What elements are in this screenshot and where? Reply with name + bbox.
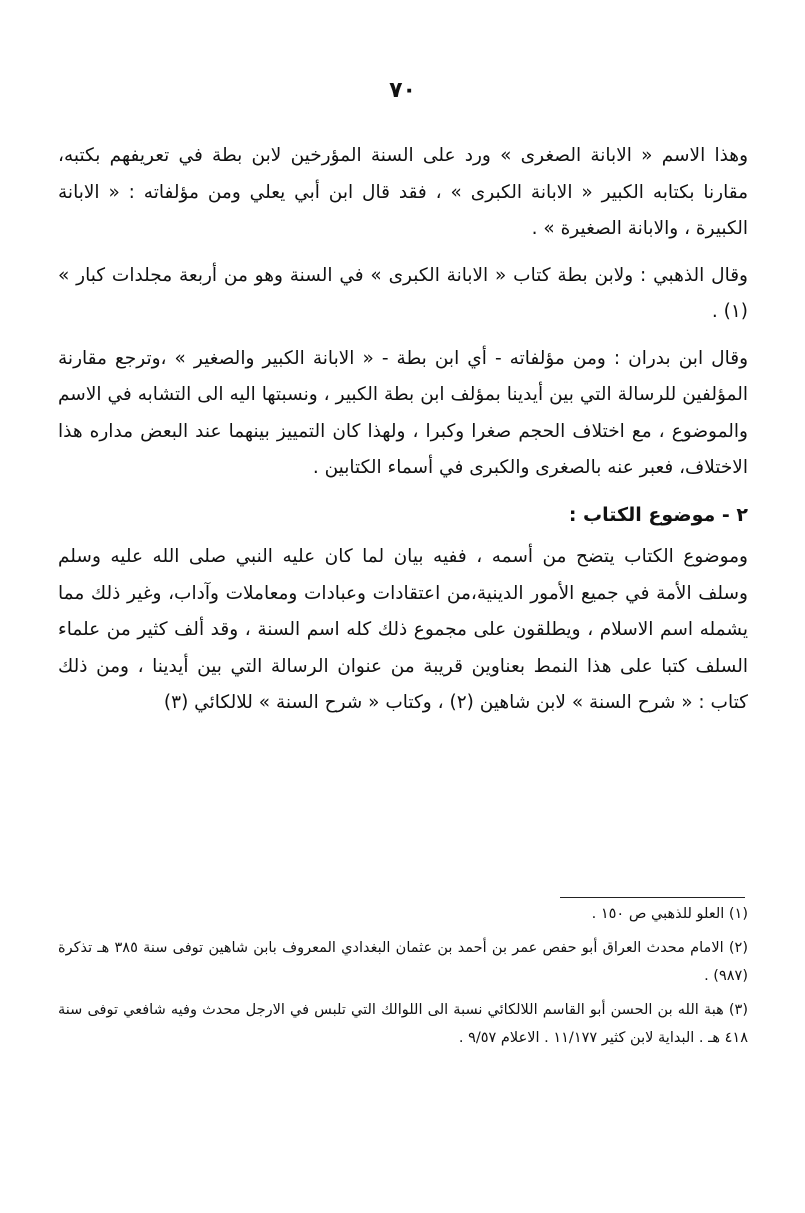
paragraph-2: وقال الذهبي : ولابن بطة كتاب « الابانة الكبرى » في السنة وهو من أربعة مجلدات كبار » (١) . [58, 264, 748, 322]
paragraph-1: وهذا الاسم « الابانة الصغرى » ورد على السنة المؤرخين لابن بطة في تعريفهم بكتبه، مقارنا بكتابه الكبير « الابانة الكبرى » ، فقد قال ابن أبي يعلي ومن مؤلفاته : « الابانة الكبيرة ، والابانة الصغيرة » . [58, 145, 748, 239]
page-number: ٧٠ [389, 78, 416, 103]
paragraph-4: وموضوع الكتاب يتضح من أسمه ، ففيه بيان لما كان عليه النبي صلى الله عليه وسلم وسلف الأمة في جميع الأمور الدينية،من اعتقادات وعبادات ومعاملات وآداب، وغير ذلك مما يشمله اسم الاسلام ، ويطلقون على مجموع ذلك كله اسم السنة ، وقد ألف كثير من علماء السلف كتبا على هذا النمط بعناوين قريبة من عنوان الرسالة التي بين أيدينا ، ومن ذلك كتاب : « شرح السنة » لابن شاهين (٢) ، وكتاب « شرح السنة » للالكائي (٣) [58, 546, 748, 713]
footnote-divider [560, 897, 745, 898]
main-text [58, 138, 748, 732]
footnote-1: (١) العلو للذهبي ص ١٥٠ . [591, 906, 748, 922]
section-heading: ٢ - موضوع الكتاب : [568, 503, 748, 526]
footnotes [58, 900, 748, 1058]
paragraph-3: وقال ابن بدران : ومن مؤلفاته - أي ابن بطة - « الابانة الكبير والصغير » ،وترجع مقارنة المؤلفين للرسالة التي بين أيدينا بمؤلف ابن بطة الكبير ، ونسبتها اليه الى التشابه في الاسم والموضوع ، مع اختلاف الحجم صغرا وكبرا ، ولهذا كان التمييز بينهما عند البعض مداره هذا الاختلاف، فعبر عنه بالصغرى والكبرى في أسماء الكتابين . [58, 347, 748, 478]
footnote-2: (٢) الامام محدث العراق أبو حفص عمر بن أحمد بن عثمان البغدادي المعروف بابن شاهين توفى سنة ٣٨٥ هـ تذكرة (٩٨٧) . [58, 940, 748, 984]
footnote-3: (٣) هبة الله بن الحسن أبو القاسم اللالكائي نسبة الى اللوالك التي تلبس في الارجل محدث وفيه شافعي توفى سنة ٤١٨ هـ . البداية لابن كثير ١١/١٧٧ . الاعلام ٩/٥٧ . [58, 1002, 748, 1046]
